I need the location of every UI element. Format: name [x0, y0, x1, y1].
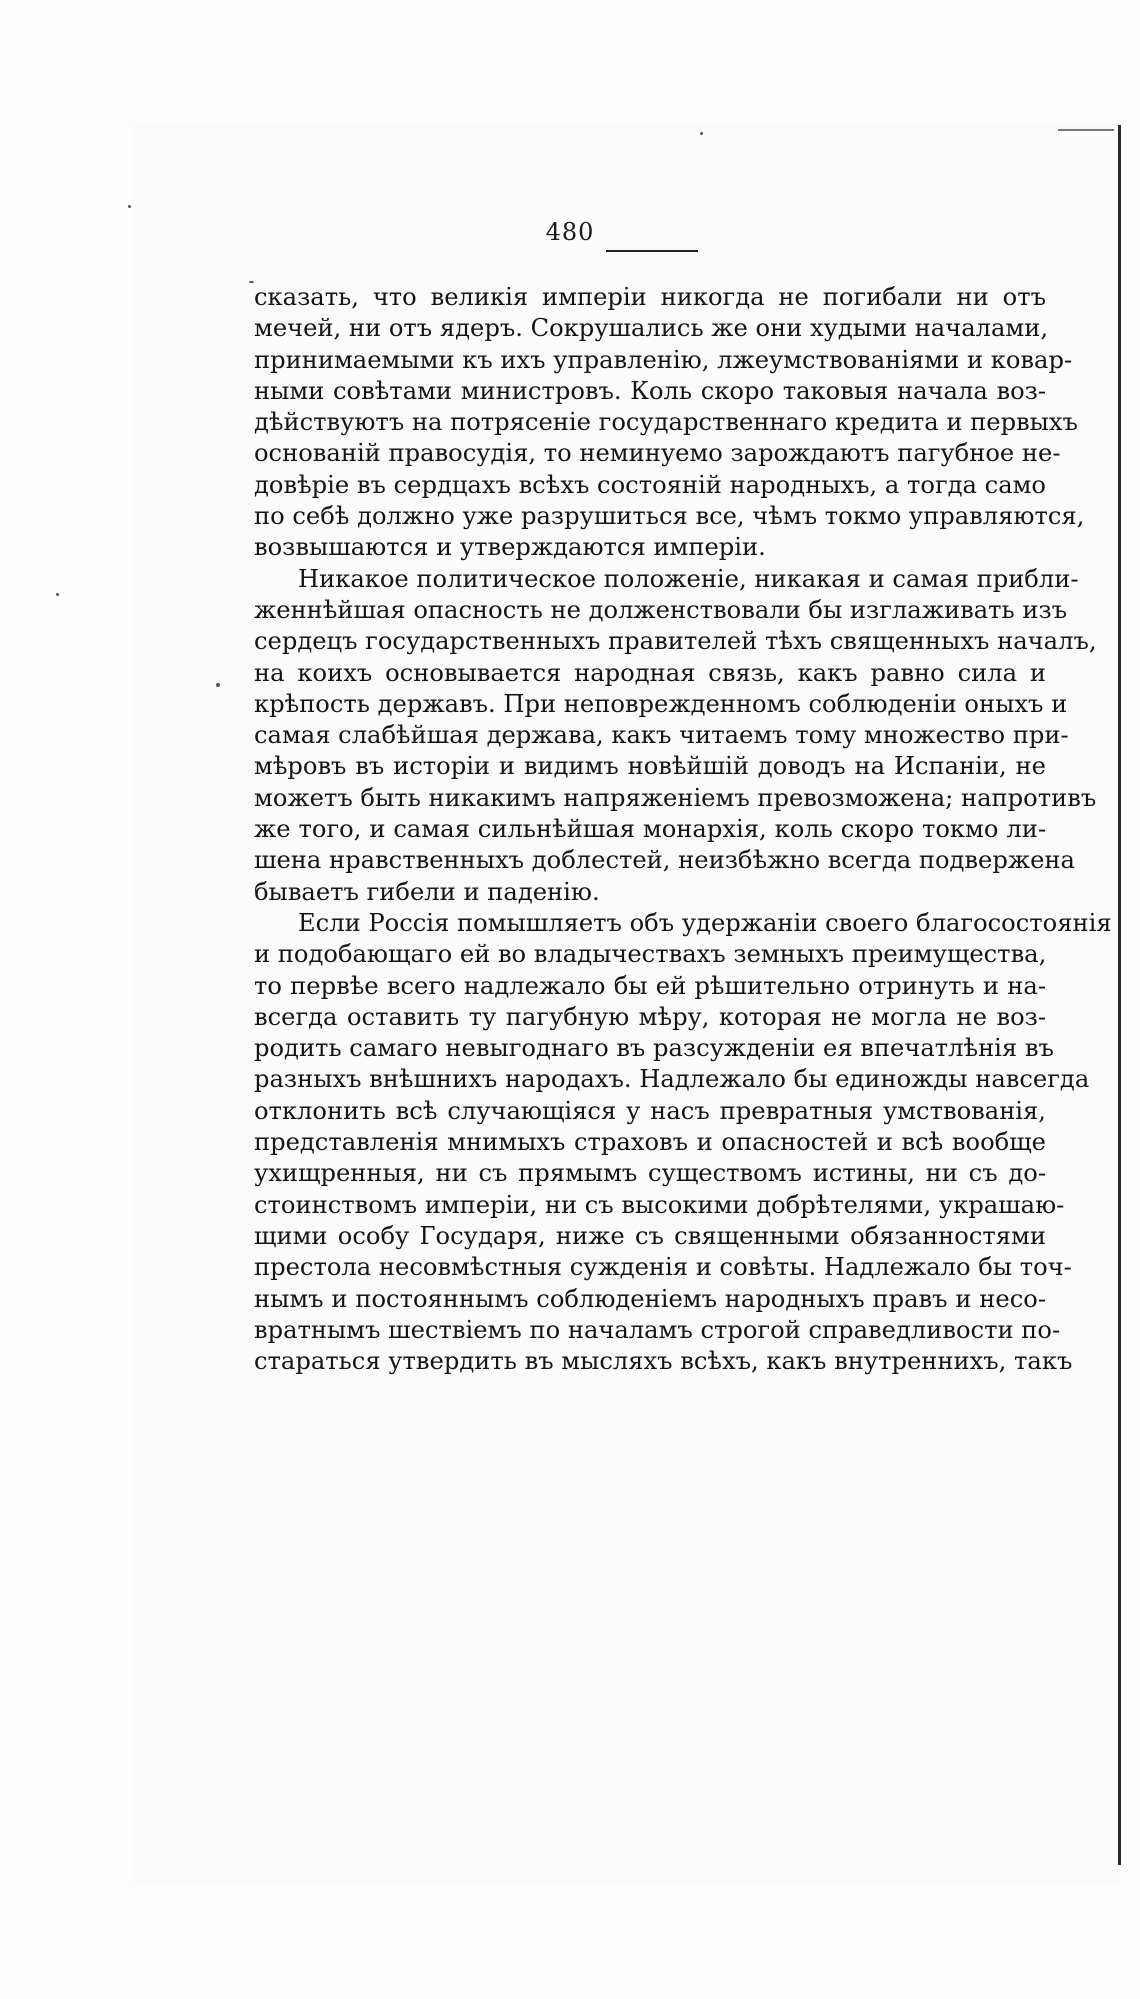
- text-line: престола несовмѣстныя сужденія и совѣты. Надлежало бы точ-: [254, 1253, 1072, 1282]
- text-line: мѣровъ въ исторіи и видимъ новѣйшій доводъ на Испаніи, не: [254, 752, 1046, 781]
- text-line: можетъ быть никакимъ напряженіемъ превозможена; напротивъ: [254, 783, 1097, 812]
- text-line: ухищренныя, ни съ прямымъ существомъ истины, ни съ до-: [254, 1159, 1046, 1188]
- text-line: мечей, ни отъ ядеръ. Сокрушались же они худыми началами,: [254, 314, 1049, 343]
- text-line: дѣйствуютъ на потрясеніе государственнаго кредита и первыхъ: [254, 408, 1078, 437]
- text-line: щими особу Государя, ниже съ священными обязанностями: [254, 1221, 1046, 1250]
- text-line: Если Россія помышляетъ объ удержаніи своего благосостоянія: [298, 908, 1112, 937]
- text-line: и подобающаго ей во владычествахъ земныхъ преимущества,: [254, 940, 1047, 969]
- text-line: довѣріе въ сердцахъ всѣхъ состояній народныхъ, а тогда само: [254, 470, 1046, 499]
- scan-speck: [700, 132, 703, 135]
- text-line: стоинствомъ имперіи, ни съ высокими добрѣтелями, украшаю-: [254, 1190, 1065, 1219]
- text-line: представленія мнимыхъ страховъ и опасностей и всѣ вообще: [254, 1128, 1046, 1157]
- text-line: разныхъ внѣшнихъ народахъ. Надлежало бы единожды навсегда: [254, 1065, 1090, 1094]
- page-number: 480: [545, 218, 595, 246]
- text-line: же того, и самая сильнѣйшая монархія, коль скоро токмо ли-: [254, 815, 1046, 844]
- scan-speck: [56, 593, 59, 596]
- text-line: Никакое политическое положеніе, никакая и самая прибли-: [298, 564, 1079, 593]
- page-edge-shadow: [1118, 125, 1121, 1865]
- text-line: по себѣ должно уже разрушиться все, чѣмъ токмо управляются,: [254, 502, 1085, 531]
- page-edge-mark: [1058, 129, 1114, 131]
- body-text: [254, 282, 1112, 1377]
- paragraph: [254, 282, 1085, 564]
- text-line: возвышаются и утверждаются имперіи.: [254, 533, 766, 562]
- text-line: бываетъ гибели и паденію.: [254, 877, 600, 906]
- text-line: женнѣйшая опасность не долженствовали бы изглаживать изъ: [254, 595, 1068, 624]
- text-line: сказать, что великія имперіи никогда не погибали ни отъ: [254, 283, 1046, 311]
- paragraph: [254, 908, 1112, 1377]
- text-line: на коихъ основывается народная связь, какъ равно сила и: [254, 658, 1046, 687]
- text-line: шена нравственныхъ доблестей, неизбѣжно всегда подвержена: [254, 846, 1075, 875]
- text-line: родить самаго невыгоднаго въ разсужденіи ея впечатлѣнія въ: [254, 1034, 1054, 1063]
- text-line: ными совѣтами министровъ. Коль скоро таковыя начала воз-: [254, 376, 1046, 405]
- text-line: крѣпость державъ. При неповрежденномъ соблюденіи оныхъ и: [254, 689, 1068, 718]
- page-number-underline: [606, 250, 698, 252]
- text-line: то первѣе всего надлежало бы ей рѣшительно отринуть и на-: [254, 971, 1046, 1000]
- text-line: принимаемыми къ ихъ управленію, лжеумствованіями и ковар-: [254, 345, 1073, 374]
- text-line: отклонить всѣ случающіяся у насъ превратныя умствованія,: [254, 1096, 1046, 1125]
- scan-speck: [128, 205, 131, 208]
- scan-speck: [216, 683, 220, 687]
- text-line: сердецъ государственныхъ правителей тѣхъ священныхъ началъ,: [254, 627, 1097, 656]
- text-line: всегда оставить ту пагубную мѣру, которая не могла не воз-: [254, 1002, 1046, 1031]
- text-line: основаній правосудія, то неминуемо зарождаютъ пагубное не-: [254, 439, 1061, 468]
- text-line: нымъ и постояннымъ соблюденіемъ народныхъ правъ и несо-: [254, 1284, 1046, 1313]
- text-line: самая слабѣйшая держава, какъ читаемъ тому множество при-: [254, 721, 1069, 750]
- text-line: вратнымъ шествіемъ по началамъ строгой справедливости по-: [254, 1315, 1061, 1344]
- paragraph: [254, 564, 1097, 908]
- text-line: стараться утвердить въ мысляхъ всѣхъ, какъ внутреннихъ, такъ: [254, 1347, 1073, 1376]
